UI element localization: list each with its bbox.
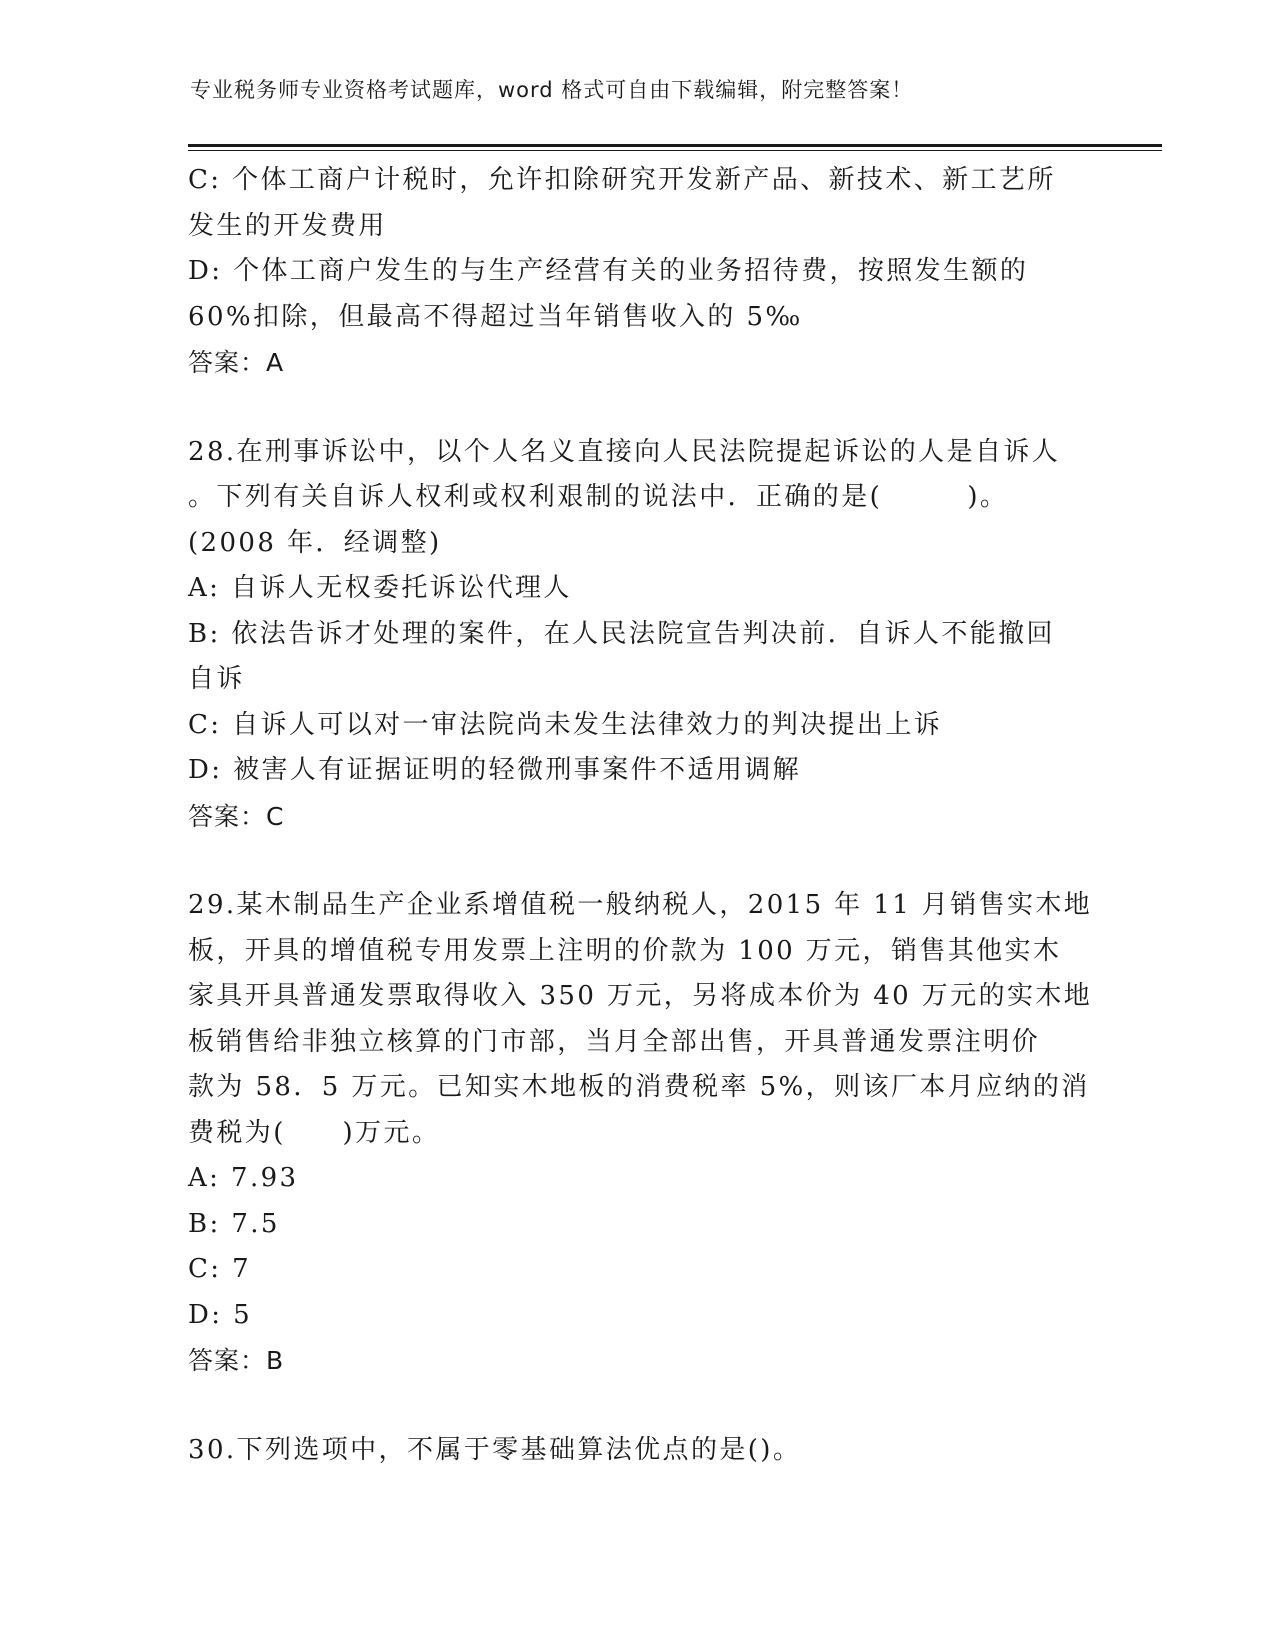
q29-stem-line1: 29.某木制品生产企业系增值税一般纳税人，2015 年 11 月销售实木地 — [188, 890, 1093, 920]
spacer — [188, 839, 1088, 883]
q28-option-b-line1: B: 依法告诉才处理的案件，在人民法院宣告判决前．自诉人不能撤回 — [188, 618, 1055, 649]
q27-answer: 答案：A — [188, 348, 285, 377]
q29-option-b: B: 7.5 — [188, 1208, 280, 1239]
q29-stem-line3: 家具开具普通发票取得收入 350 万元，另将成本价为 40 万元的实木地 — [188, 981, 1093, 1011]
q29-option-d: D: 5 — [188, 1299, 253, 1330]
q27-option-c-line1: C: 个体工商户计税时，允许扣除研究开发新产品、新技术、新工艺所 — [188, 165, 1056, 195]
document-body — [188, 158, 1093, 1473]
q27-option-d-line1: D: 个体工商户发生的与生产经营有关的业务招待费，按照发生额的 — [188, 256, 1029, 286]
q28-stem-line2: 。下列有关自诉人权利或权利艰制的说法中．正确的是( )。 — [188, 482, 1009, 512]
q29-stem-line5: 款为 58．5 万元。已知实木地板的消费税率 5%，则该厂本月应纳的消 — [188, 1072, 1090, 1102]
q29-option-c: C: 7 — [188, 1254, 252, 1284]
q28-stem-line3: (2008 年．经调整) — [188, 527, 442, 558]
q28-option-c: C: 自诉人可以对一审法院尚未发生法律效力的判决提出上诉 — [188, 709, 943, 740]
header-divider-thin — [188, 150, 1162, 151]
q28-option-a: A: 自诉人无权委托诉讼代理人 — [188, 573, 572, 603]
question-29 — [188, 883, 1093, 1384]
q29-answer: 答案：B — [188, 1346, 285, 1375]
q29-stem-line2: 板，开具的增值税专用发票上注明的价款为 100 万元，销售其他实木 — [188, 935, 1062, 966]
q27-option-c-line2: 发生的开发费用 — [188, 210, 387, 241]
q29-option-a: A: 7.93 — [188, 1163, 299, 1193]
spacer — [188, 1384, 1088, 1428]
question-30 — [188, 1428, 1088, 1474]
q29-stem-line6: 费税为( )万元。 — [188, 1117, 441, 1148]
q30-stem-line1: 30.下列选项中，不属于零基础算法优点的是()。 — [188, 1434, 802, 1465]
question-28 — [188, 430, 1088, 840]
q28-stem-line1: 28.在刑事诉讼中，以个人名义直接向人民法院提起诉讼的人是自诉人 — [188, 436, 1061, 467]
question-27 — [188, 158, 1088, 386]
q28-option-b-line2: 自诉 — [188, 664, 245, 694]
spacer — [188, 386, 1088, 430]
page-header: 专业税务师专业资格考试题库，word 格式可自由下载编辑，附完整答案！ — [190, 78, 914, 102]
q29-stem-line4: 板销售给非独立核算的门市部，当月全部出售，开具普通发票注明价 — [188, 1026, 1041, 1057]
header-divider-thick — [188, 144, 1162, 147]
q27-option-d-line2: 60%扣除，但最高不得超过当年销售收入的 5‰ — [188, 301, 803, 332]
q28-option-d: D: 被害人有证据证明的轻微刑事案件不适用调解 — [188, 755, 802, 785]
q28-answer: 答案：C — [188, 801, 285, 831]
